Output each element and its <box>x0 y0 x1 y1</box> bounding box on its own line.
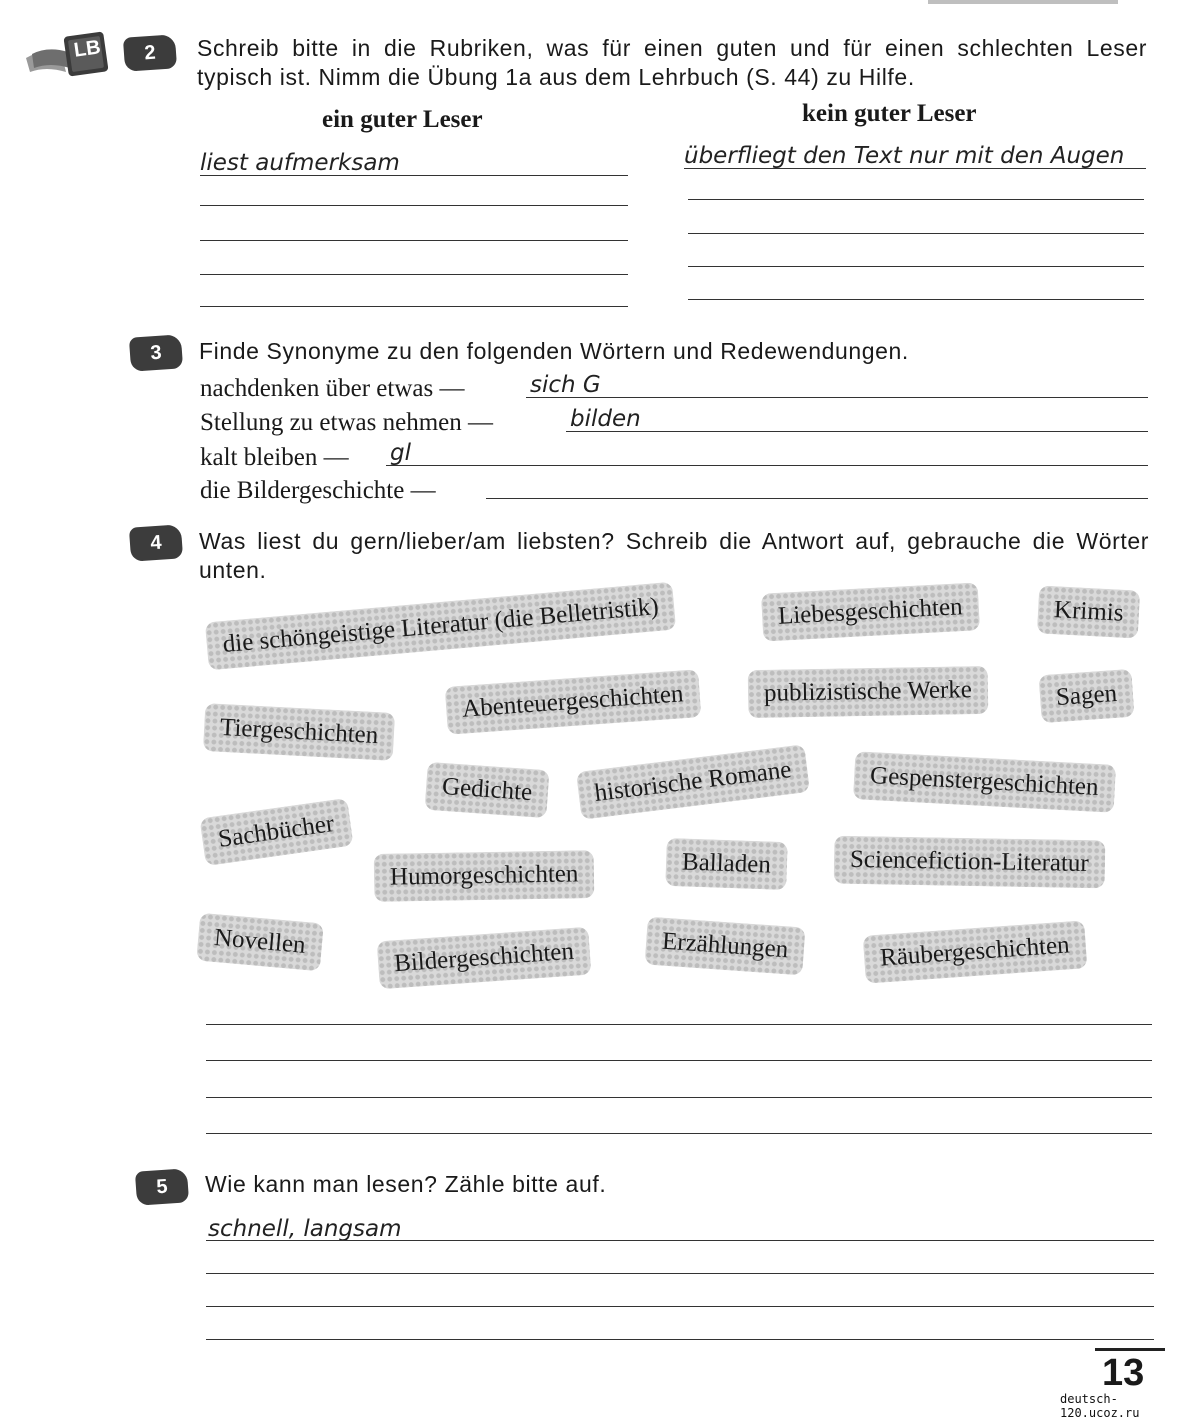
synonym-prompt-3: kalt bleiben — <box>200 444 349 471</box>
word-tile: Balladen <box>665 838 787 890</box>
good-reader-line-1[interactable] <box>200 175 628 176</box>
synonym-prompt-2: Stellung zu etwas nehmen — <box>200 409 493 436</box>
page-number: 13 <box>1102 1352 1145 1394</box>
bad-reader-line-4[interactable] <box>688 266 1144 267</box>
word-tile: Gedichte <box>424 762 549 818</box>
synonym-prompt-4: die Bildergeschichte — <box>200 477 436 504</box>
synonym-line-2[interactable] <box>566 431 1148 432</box>
bad-reader-line-1[interactable] <box>684 168 1146 169</box>
good-reader-line-3[interactable] <box>200 240 628 241</box>
exercise-3-number-badge: 3 <box>129 334 183 372</box>
bad-reader-line-2[interactable] <box>688 199 1144 200</box>
word-tile: Humorgeschichten <box>374 850 595 902</box>
source-site-label: deutsch-120.ucoz.ru <box>1060 1392 1140 1420</box>
answer-line-1[interactable] <box>206 1024 1152 1025</box>
answer-line-2[interactable] <box>206 1060 1152 1061</box>
word-tile: Gespenstergeschichten <box>853 751 1116 813</box>
page-number-rule <box>1095 1348 1165 1351</box>
word-tile: Erzählungen <box>645 917 806 976</box>
synonym-answer-3: gl <box>390 440 411 466</box>
good-reader-answer: liest aufmerksam <box>200 150 400 176</box>
word-tile: Bildergeschichten <box>377 927 592 990</box>
good-reader-line-2[interactable] <box>200 205 628 206</box>
word-tile: historische Romane <box>576 744 810 820</box>
word-tile: Krimis <box>1037 585 1141 638</box>
synonym-prompt-1: nachdenken über etwas — <box>200 375 465 402</box>
word-tile: Tiergeschichten <box>203 703 396 761</box>
synonym-line-3[interactable] <box>386 465 1148 466</box>
word-tile: Räubergeschichten <box>863 920 1088 983</box>
exercise-4-number-badge: 4 <box>129 524 183 562</box>
word-tile: Abenteuergeschichten <box>445 669 701 735</box>
word-tile: die schöngeistige Literatur (die Belletristik) <box>205 582 677 671</box>
good-reader-line-4[interactable] <box>200 274 628 275</box>
exercise-3-instruction: Finde Synonyme zu den folgenden Wörtern und Redewendungen. <box>199 338 909 364</box>
bad-reader-answer: überfliegt den Text nur mit den Augen <box>684 143 1125 169</box>
exercise-5-instruction: Wie kann man lesen? Zähle bitte auf. <box>205 1171 607 1197</box>
word-tile: Sachbücher <box>199 798 353 866</box>
synonym-line-1[interactable] <box>526 397 1148 398</box>
word-tile: Novellen <box>196 913 323 972</box>
lb-label: LB <box>72 36 103 62</box>
reading-ways-line-2[interactable] <box>206 1273 1154 1274</box>
lehrbuch-book-icon <box>22 28 118 78</box>
exercise-4-instruction: Was liest du gern/lieber/am liebsten? Schreib die Antwort auf, gebrauche die Wörter unten. <box>199 528 1149 583</box>
answer-line-4[interactable] <box>206 1133 1152 1134</box>
reading-ways-line-1[interactable] <box>206 1240 1154 1241</box>
word-tile: publizistische Werke <box>748 666 989 718</box>
reading-ways-line-3[interactable] <box>206 1306 1154 1307</box>
synonym-answer-2: bilden <box>570 406 641 432</box>
exercise-2-instruction: Schreib bitte in die Rubriken, was für einen guten und für einen schlechten Leser typisch ist. Nimm die Übung 1a aus dem Lehrbuch (S. 44) zu Hilfe. <box>197 35 1147 90</box>
answer-line-3[interactable] <box>206 1097 1152 1098</box>
word-tile: Sagen <box>1038 669 1134 723</box>
bad-reader-line-5[interactable] <box>688 299 1144 300</box>
good-reader-line-5[interactable] <box>200 306 628 307</box>
column-header-bad-reader: kein guter Leser <box>802 100 977 127</box>
synonym-answer-1: sich G <box>530 372 601 398</box>
reading-ways-answer: schnell, langsam <box>208 1216 402 1242</box>
column-header-good-reader: ein guter Leser <box>322 106 483 133</box>
bad-reader-line-3[interactable] <box>688 233 1144 234</box>
word-tile: Liebesgeschichten <box>761 582 980 641</box>
exercise-2-number-badge: 2 <box>123 34 177 72</box>
top-decorative-rule <box>928 0 1118 4</box>
word-tile: Sciencefiction-Literatur <box>834 836 1106 889</box>
exercise-5-number-badge: 5 <box>135 1168 189 1206</box>
reading-ways-line-4[interactable] <box>206 1339 1154 1340</box>
synonym-line-4[interactable] <box>486 498 1148 499</box>
